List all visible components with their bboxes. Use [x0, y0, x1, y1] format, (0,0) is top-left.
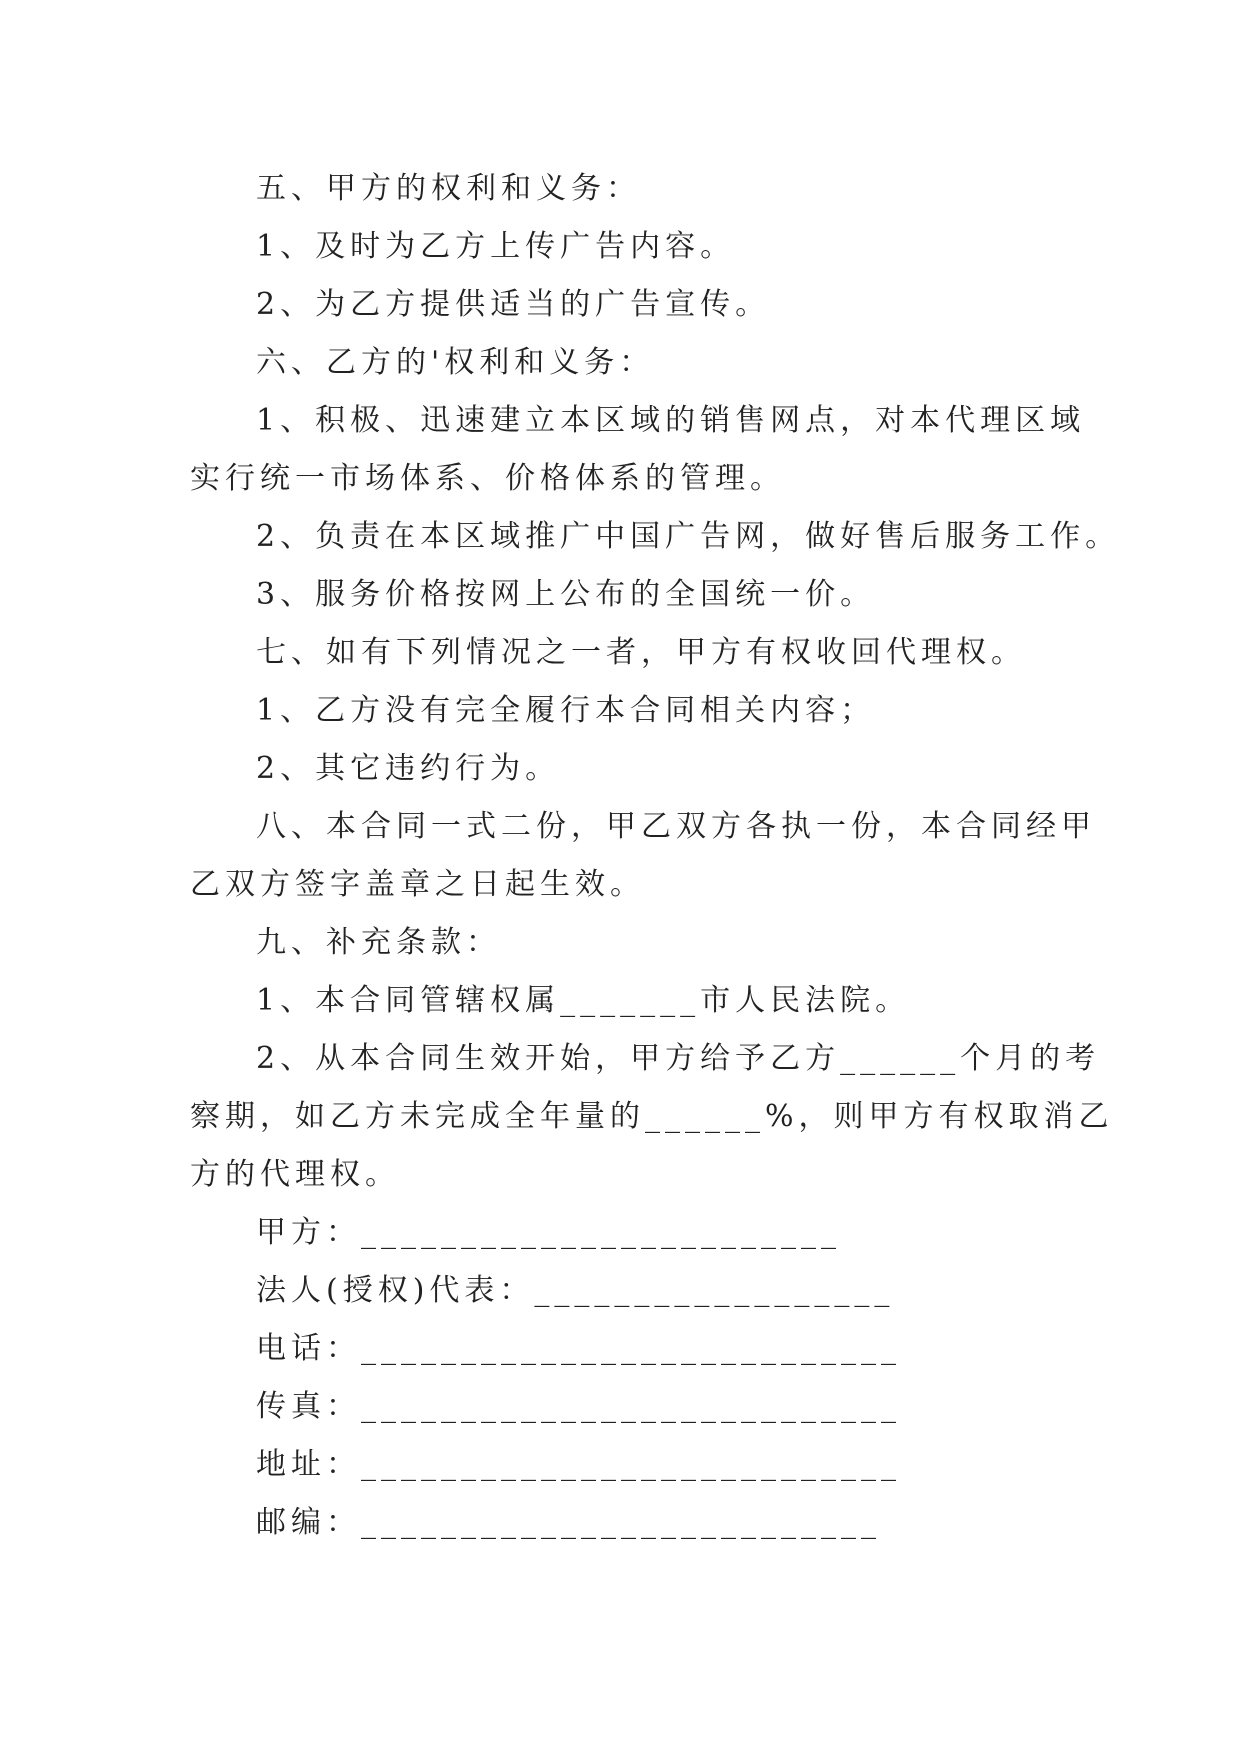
- paragraph-line: 1、及时为乙方上传广告内容。: [256, 229, 736, 264]
- clause-8: [190, 798, 1096, 914]
- clause-6-item-3: [190, 566, 1070, 624]
- paragraph-line: 2、其它违约行为。: [256, 751, 561, 786]
- signature-party-a: 甲方：________________________: [256, 1215, 841, 1250]
- paragraph-line: 九、补充条款：: [256, 925, 501, 960]
- clause-7-heading: [190, 624, 1070, 682]
- paragraph-line: 1、积极、迅速建立本区域的销售网点，对本代理区域: [256, 403, 1086, 438]
- clause-5-item-1: [190, 218, 1070, 276]
- signature-legal-rep: 法人(授权)代表：__________________: [256, 1273, 895, 1308]
- clause-9-item-1: [190, 972, 1070, 1030]
- clause-7-item-1: [190, 682, 1070, 740]
- clause-6-heading: [190, 334, 1070, 392]
- signature-block: [190, 1204, 1070, 1552]
- paragraph-line: 3、服务价格按网上公布的全国统一价。: [256, 577, 876, 612]
- paragraph-line: 1、本合同管辖权属_______市人民法院。: [256, 983, 911, 1018]
- signature-fax: 传真：___________________________: [256, 1389, 901, 1424]
- paragraph-line: 五、甲方的权利和义务：: [256, 171, 641, 206]
- signature-address: 地址：___________________________: [256, 1447, 901, 1482]
- clause-5-item-2: [190, 276, 1070, 334]
- paragraph-line: 1、乙方没有完全履行本合同相关内容；: [256, 693, 876, 728]
- clause-9-item-2: [190, 1030, 1114, 1204]
- clause-6-item-1: [190, 392, 1086, 508]
- paragraph-line: 方的代理权。: [190, 1157, 400, 1192]
- paragraph-line: 乙双方签字盖章之日起生效。: [190, 867, 645, 902]
- paragraph-line: 2、负责在本区域推广中国广告网，做好售后服务工作。: [256, 519, 1121, 554]
- paragraph-line: 实行统一市场体系、价格体系的管理。: [190, 461, 785, 496]
- paragraph-line: 八、本合同一式二份，甲乙双方各执一份，本合同经甲: [256, 809, 1096, 844]
- document-body: [190, 160, 1121, 1552]
- paragraph-line: 2、从本合同生效开始，甲方给予乙方______个月的考: [256, 1041, 1101, 1076]
- paragraph-line: 察期，如乙方未完成全年量的______%，则甲方有权取消乙: [190, 1099, 1114, 1134]
- paragraph-line: 2、为乙方提供适当的广告宣传。: [256, 287, 771, 322]
- paragraph-line: 六、乙方的'权利和义务：: [256, 345, 655, 380]
- paragraph-line: 七、如有下列情况之一者，甲方有权收回代理权。: [256, 635, 1026, 670]
- clause-6-item-2: [190, 508, 1121, 566]
- signature-phone: 电话：___________________________: [256, 1331, 901, 1366]
- clause-5-heading: [190, 160, 1070, 218]
- clause-7-item-2: [190, 740, 1070, 798]
- clause-9-heading: [190, 914, 1070, 972]
- signature-postcode: 邮编：__________________________: [256, 1505, 881, 1540]
